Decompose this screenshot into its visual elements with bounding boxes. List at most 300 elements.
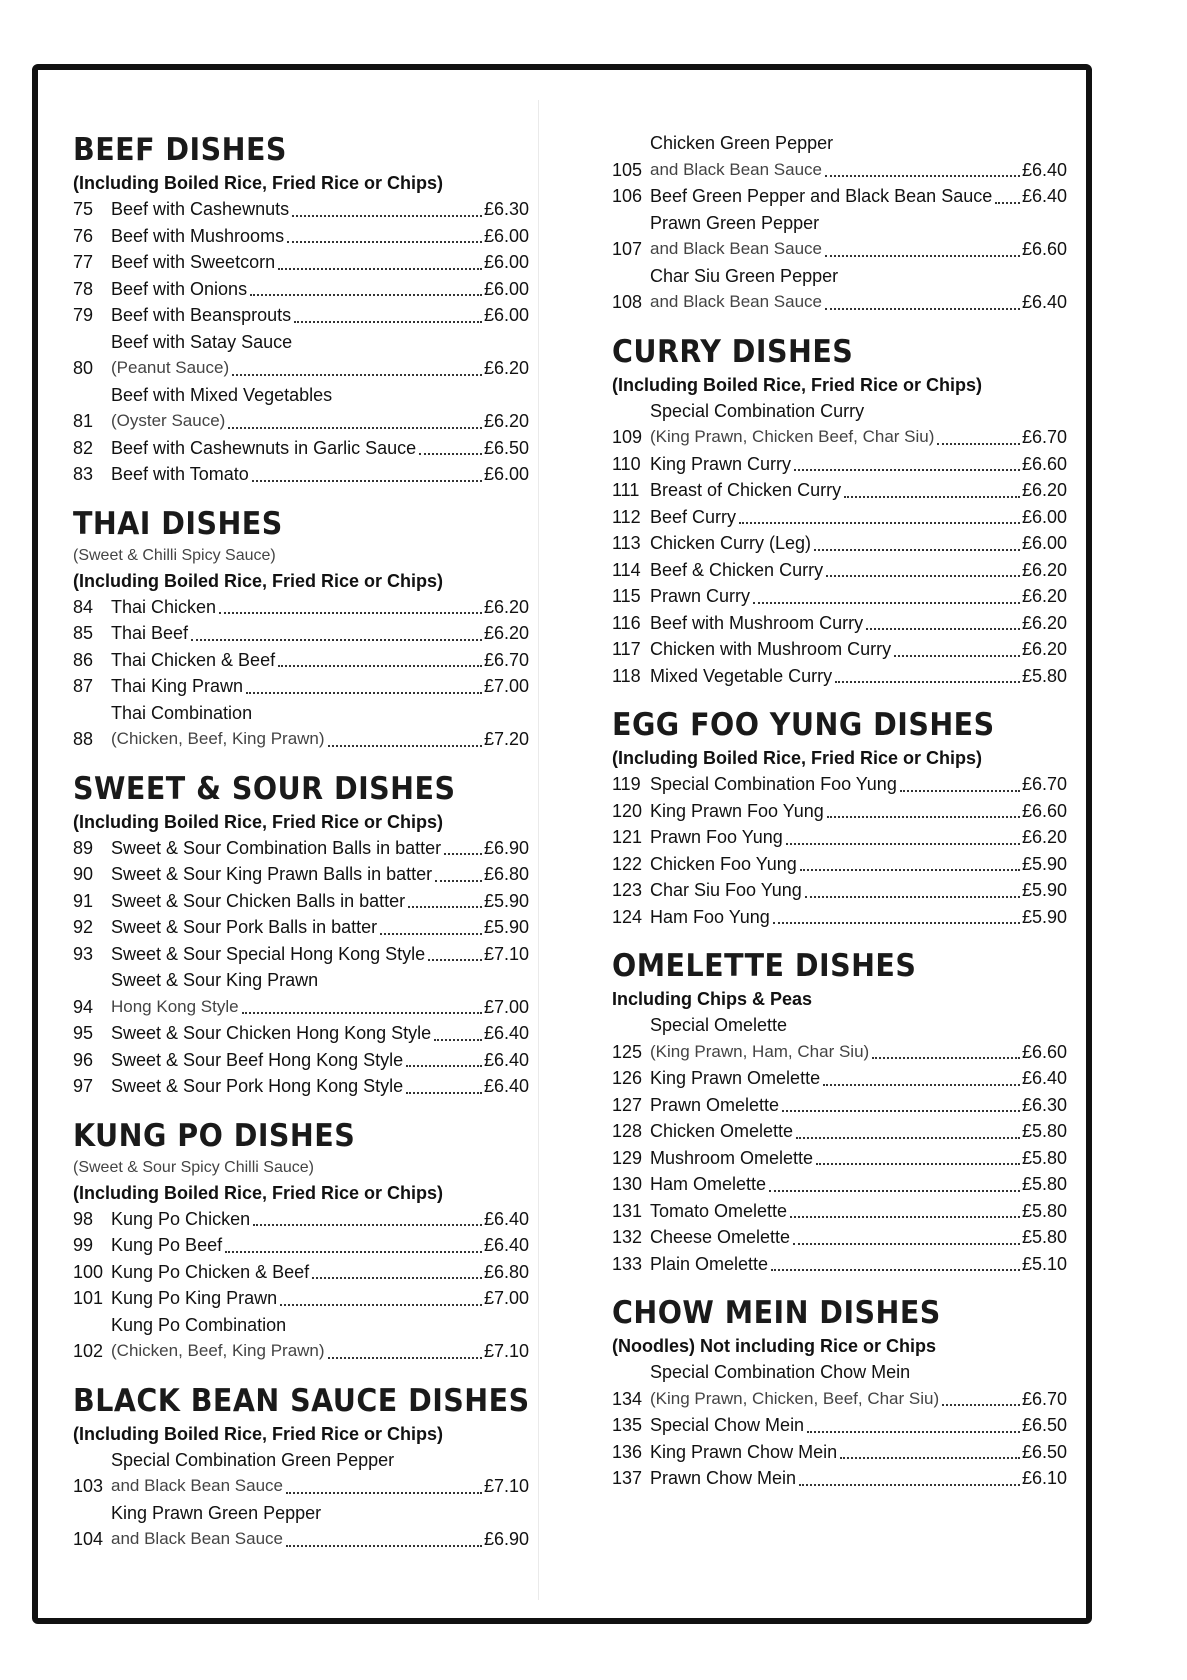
item-name: Cheese Omelette xyxy=(650,1227,791,1247)
item-number: 112 xyxy=(612,506,641,527)
item-description xyxy=(650,1439,1067,1466)
menu-item xyxy=(73,1447,529,1500)
item-description xyxy=(650,1145,1067,1172)
item-price-line xyxy=(111,1206,529,1233)
item-number: 87 xyxy=(73,676,94,696)
item-price-line xyxy=(650,1118,1067,1145)
item-name: Ham Omelette xyxy=(650,1174,767,1194)
item-number: 108 xyxy=(612,292,643,312)
menu-item xyxy=(612,504,1067,531)
dot-leader xyxy=(228,427,482,429)
menu-item xyxy=(73,620,529,647)
item-name: Sweet & Sour Special Hong Kong Style xyxy=(111,943,426,964)
item-description xyxy=(650,610,1067,637)
item-description xyxy=(650,1359,1067,1412)
item-price: £6.40 xyxy=(483,1023,529,1043)
menu-item xyxy=(612,904,1067,931)
menu-item xyxy=(612,851,1067,878)
item-name: Beef with Mushroom Curry xyxy=(650,612,864,633)
dot-leader xyxy=(794,469,1020,471)
item-price-line xyxy=(111,861,529,888)
item-price: £6.20 xyxy=(483,623,529,643)
item-detail: (King Prawn, Chicken Beef, Char Siu) xyxy=(650,427,935,446)
menu-item xyxy=(73,302,529,329)
section-title: BLACK BEAN SAUCE DISHES xyxy=(73,1382,530,1419)
item-number: 132 xyxy=(612,1227,643,1247)
item-price-line xyxy=(111,276,529,303)
item-description xyxy=(111,196,529,223)
menu-item xyxy=(73,1500,529,1553)
item-description xyxy=(111,223,529,250)
menu-item xyxy=(73,249,529,276)
section-title: BEEF DISHES xyxy=(73,132,287,168)
item-description xyxy=(650,557,1067,584)
item-detail: (King Prawn, Chicken, Beef, Char Siu) xyxy=(650,1388,940,1408)
item-price: £6.40 xyxy=(483,1235,529,1255)
item-name: Thai Beef xyxy=(111,623,189,643)
item-price: £6.40 xyxy=(483,1049,529,1070)
item-description xyxy=(111,861,529,888)
dot-leader xyxy=(406,1065,482,1067)
item-description xyxy=(650,1465,1067,1492)
item-name: Char Siu Foo Yung xyxy=(650,880,802,900)
dot-leader xyxy=(800,869,1020,871)
menu-item xyxy=(73,1206,529,1233)
item-price: £6.00 xyxy=(1021,506,1067,527)
item-description xyxy=(650,1092,1067,1119)
item-description xyxy=(650,904,1067,931)
item-number: 113 xyxy=(612,533,641,553)
item-price: £7.00 xyxy=(483,996,529,1017)
item-name: Char Siu Green Pepper xyxy=(650,265,839,286)
item-number: 116 xyxy=(612,612,641,633)
item-number: 131 xyxy=(612,1200,643,1221)
item-description xyxy=(650,530,1067,557)
item-description xyxy=(650,451,1067,478)
item-name: King Prawn Chow Mein xyxy=(650,1441,838,1462)
item-price-line xyxy=(111,914,529,941)
item-price-line xyxy=(650,451,1067,478)
item-price: £5.80 xyxy=(1021,1147,1067,1168)
item-name: Special Combination Chow Mein xyxy=(650,1362,911,1382)
item-description xyxy=(650,398,1067,451)
menu-item xyxy=(73,594,529,621)
item-number: 123 xyxy=(612,880,643,900)
item-name: King Prawn Foo Yung xyxy=(650,800,824,821)
menu-item xyxy=(612,771,1067,798)
item-price: £6.00 xyxy=(483,278,529,299)
dot-leader xyxy=(771,1269,1020,1271)
dot-leader xyxy=(280,1304,482,1306)
dot-leader xyxy=(225,1251,482,1253)
item-name: Sweet & Sour Chicken Balls in batter xyxy=(111,890,406,911)
item-name: Chicken Foo Yung xyxy=(650,853,797,874)
item-price-line xyxy=(650,636,1067,663)
item-name-line xyxy=(650,130,1067,157)
menu-item xyxy=(73,461,529,488)
item-number: 101 xyxy=(73,1288,104,1308)
item-price: £7.10 xyxy=(483,943,529,964)
dot-leader xyxy=(753,602,1020,604)
item-description xyxy=(111,1500,529,1553)
menu-item xyxy=(73,196,529,223)
item-name: Special Combination Green Pepper xyxy=(111,1449,395,1470)
dot-leader xyxy=(769,1190,1020,1192)
item-name: Prawn Curry xyxy=(650,586,751,606)
item-description xyxy=(111,941,529,968)
item-number: 88 xyxy=(73,729,94,749)
item-price-line xyxy=(111,408,529,435)
item-description xyxy=(111,1447,529,1500)
item-price: £6.40 xyxy=(1021,159,1067,180)
item-number: 91 xyxy=(73,890,94,911)
item-name: Chicken Green Pepper xyxy=(650,133,834,153)
item-price-line xyxy=(111,994,529,1021)
menu-item xyxy=(612,1359,1067,1412)
item-price-line xyxy=(650,183,1067,210)
menu-item xyxy=(612,398,1067,451)
item-price: £6.40 xyxy=(1021,1068,1067,1088)
menu-item xyxy=(612,1145,1067,1172)
item-name: Prawn Chow Mein xyxy=(650,1468,797,1488)
item-price-line xyxy=(650,798,1067,825)
item-description xyxy=(650,263,1067,316)
item-price: £6.70 xyxy=(1021,774,1067,794)
item-number: 137 xyxy=(612,1468,643,1488)
item-number: 81 xyxy=(73,411,94,431)
item-price: £7.00 xyxy=(483,1288,529,1308)
menu-column-right xyxy=(612,130,1067,1508)
item-name: Thai King Prawn xyxy=(111,676,244,696)
item-number: 105 xyxy=(612,159,643,180)
dot-leader xyxy=(278,268,482,270)
item-price: £6.40 xyxy=(1021,186,1067,206)
item-number: 85 xyxy=(73,623,94,643)
item-price: £5.10 xyxy=(1021,1253,1067,1274)
dot-leader xyxy=(292,215,482,217)
item-description xyxy=(111,329,529,382)
item-name: Plain Omelette xyxy=(650,1253,769,1274)
dot-leader xyxy=(408,906,482,908)
item-number: 95 xyxy=(73,1023,94,1043)
dot-leader xyxy=(286,1545,482,1547)
item-price-line xyxy=(111,888,529,915)
item-number: 109 xyxy=(612,427,643,447)
dot-leader xyxy=(191,639,482,641)
menu-item xyxy=(73,382,529,435)
item-price: £6.60 xyxy=(1021,1041,1067,1062)
item-detail: Hong Kong Style xyxy=(111,996,239,1016)
menu-item xyxy=(73,647,529,674)
section-subtitle: (Including Boiled Rice, Fried Rice or Chips) xyxy=(73,811,444,832)
item-name: Prawn Foo Yung xyxy=(650,827,783,847)
item-price-line xyxy=(650,557,1067,584)
item-description xyxy=(111,700,529,753)
dot-leader xyxy=(773,922,1020,924)
item-number: 136 xyxy=(612,1441,643,1462)
item-price: £5.80 xyxy=(1021,1174,1067,1194)
dot-leader xyxy=(825,255,1020,257)
item-price-line xyxy=(650,1465,1067,1492)
section-note: (Sweet & Chilli Spicy Sauce) xyxy=(73,546,276,564)
item-price-line xyxy=(111,835,529,862)
item-name-line xyxy=(111,329,529,356)
menu-section xyxy=(612,130,1067,316)
dot-leader xyxy=(796,1137,1020,1139)
item-name: Beef with Onions xyxy=(111,278,248,299)
item-number: 94 xyxy=(73,996,94,1017)
item-price-line xyxy=(111,249,529,276)
item-number: 102 xyxy=(73,1341,104,1361)
item-name: Sweet & Sour Pork Balls in batter xyxy=(111,917,378,937)
item-name: Beef with Sweetcorn xyxy=(111,252,276,272)
item-name: Mixed Vegetable Curry xyxy=(650,665,833,686)
item-name: Beef with Mixed Vegetables xyxy=(111,384,333,405)
item-detail: (Chicken, Beef, King Prawn) xyxy=(111,1341,325,1360)
menu-item xyxy=(612,1171,1067,1198)
item-number: 106 xyxy=(612,186,643,206)
item-price-line xyxy=(111,223,529,250)
item-name-line xyxy=(650,398,1067,425)
item-price-line xyxy=(111,673,529,700)
dot-leader xyxy=(840,1457,1020,1459)
item-price-line xyxy=(111,196,529,223)
item-description xyxy=(111,249,529,276)
item-description xyxy=(111,967,529,1020)
item-price: £5.80 xyxy=(1021,1121,1067,1141)
item-description xyxy=(111,594,529,621)
dot-leader xyxy=(380,933,482,935)
dot-leader xyxy=(825,308,1020,310)
item-description xyxy=(650,824,1067,851)
menu-item xyxy=(73,223,529,250)
item-number: 107 xyxy=(612,239,643,259)
item-description xyxy=(650,183,1067,210)
dot-leader xyxy=(835,681,1020,683)
menu-item xyxy=(612,1065,1067,1092)
item-price: £6.40 xyxy=(483,1076,529,1096)
item-price: £5.90 xyxy=(1021,880,1067,900)
menu-item xyxy=(73,1259,529,1286)
menu-item xyxy=(73,1232,529,1259)
item-number: 80 xyxy=(73,358,94,378)
item-price: £6.20 xyxy=(1021,612,1067,633)
item-description xyxy=(650,1251,1067,1278)
item-price-line xyxy=(650,1386,1067,1413)
item-price: £6.20 xyxy=(483,596,529,617)
item-number: 90 xyxy=(73,864,94,884)
item-price-line xyxy=(650,1092,1067,1119)
item-name: Special Chow Mein xyxy=(650,1415,805,1435)
item-price: £6.70 xyxy=(483,649,529,670)
item-price: £5.90 xyxy=(483,890,529,911)
item-price-line xyxy=(650,583,1067,610)
menu-item xyxy=(612,610,1067,637)
item-description xyxy=(650,636,1067,663)
item-price-line xyxy=(111,302,529,329)
item-price-line xyxy=(650,1412,1067,1439)
item-number: 92 xyxy=(73,917,94,937)
menu-item xyxy=(73,967,529,1020)
item-name: Beef & Chicken Curry xyxy=(650,559,824,580)
item-description xyxy=(650,1412,1067,1439)
item-price-line xyxy=(111,1073,529,1100)
item-detail: and Black Bean Sauce xyxy=(650,239,823,258)
dot-leader xyxy=(428,959,482,961)
item-number: 96 xyxy=(73,1049,94,1070)
section-title: CURRY DISHES xyxy=(612,333,854,370)
item-price: £6.20 xyxy=(1021,480,1067,500)
item-price-line xyxy=(650,663,1067,690)
item-price: £6.80 xyxy=(483,864,529,884)
section-title: OMELETTE DISHES xyxy=(612,948,917,984)
item-description xyxy=(650,798,1067,825)
item-description xyxy=(650,504,1067,531)
menu-item xyxy=(73,1073,529,1100)
item-price: £6.50 xyxy=(483,437,529,458)
item-name-line xyxy=(111,1312,529,1339)
item-price: £6.00 xyxy=(483,252,529,272)
dot-leader xyxy=(294,321,482,323)
menu-section xyxy=(73,769,529,1100)
item-number: 114 xyxy=(612,559,641,580)
dot-leader xyxy=(872,1057,1020,1059)
section-subtitle: (Including Boiled Rice, Fried Rice or Chips) xyxy=(73,1423,444,1444)
item-price-line xyxy=(111,1020,529,1047)
item-description xyxy=(111,1206,529,1233)
item-price-line xyxy=(650,157,1067,184)
item-name-line xyxy=(650,1359,1067,1386)
menu-item xyxy=(612,1465,1067,1492)
item-price: £6.60 xyxy=(1021,239,1067,259)
item-price-line xyxy=(650,504,1067,531)
item-name: Beef with Cashewnuts in Garlic Sauce xyxy=(111,437,417,458)
section-subtitle: (Including Boiled Rice, Fried Rice or Chips) xyxy=(73,173,444,193)
item-price-line xyxy=(650,1145,1067,1172)
item-number: 82 xyxy=(73,437,94,458)
menu-item xyxy=(73,861,529,888)
item-price: £6.60 xyxy=(1021,453,1067,474)
menu-item xyxy=(612,530,1067,557)
item-number: 110 xyxy=(612,453,641,474)
item-detail: and Black Bean Sauce xyxy=(650,292,823,311)
dot-leader xyxy=(866,628,1020,630)
item-price: £5.80 xyxy=(1021,1227,1067,1247)
item-price: £7.10 xyxy=(483,1476,529,1496)
item-description xyxy=(111,647,529,674)
menu-section xyxy=(73,1381,529,1553)
item-name: Sweet & Sour Combination Balls in batter xyxy=(111,837,442,858)
item-name: Mushroom Omelette xyxy=(650,1147,814,1168)
item-name: Special Combination Curry xyxy=(650,400,865,421)
item-price-line xyxy=(111,1259,529,1286)
item-price-line xyxy=(111,1232,529,1259)
dot-leader xyxy=(286,1492,482,1494)
menu-section xyxy=(612,332,1067,690)
item-detail: (Oyster Sauce) xyxy=(111,411,226,430)
item-name: Special Combination Foo Yung xyxy=(650,774,897,794)
dot-leader xyxy=(232,374,482,376)
item-price: £6.20 xyxy=(483,411,529,431)
menu-item xyxy=(612,210,1067,263)
item-price-line xyxy=(650,771,1067,798)
item-price: £6.20 xyxy=(1021,639,1067,659)
item-name: Sweet & Sour Beef Hong Kong Style xyxy=(111,1049,404,1070)
dot-leader xyxy=(444,853,482,855)
item-number: 79 xyxy=(73,305,94,325)
dot-leader xyxy=(825,175,1020,177)
item-price: £6.00 xyxy=(1021,533,1067,553)
item-name: Prawn Omelette xyxy=(650,1094,780,1115)
menu-section xyxy=(73,504,529,753)
item-description xyxy=(111,1312,529,1365)
item-number: 115 xyxy=(612,586,641,606)
item-number: 117 xyxy=(612,639,641,659)
item-number: 120 xyxy=(612,800,643,821)
dot-leader xyxy=(786,843,1020,845)
item-name-line xyxy=(111,967,529,994)
item-description xyxy=(111,276,529,303)
item-price: £5.90 xyxy=(1021,853,1067,874)
item-name: Chicken Curry (Leg) xyxy=(650,533,812,553)
menu-section xyxy=(612,1293,1067,1492)
item-name: Beef with Cashewnuts xyxy=(111,199,290,219)
menu-item xyxy=(612,1251,1067,1278)
item-description xyxy=(111,302,529,329)
item-price-line xyxy=(111,1338,529,1365)
item-description xyxy=(111,1047,529,1074)
section-subtitle: (Noodles) Not including Rice or Chips xyxy=(612,1336,936,1356)
section-title: KUNG PO DISHES xyxy=(73,1117,356,1154)
item-description xyxy=(650,877,1067,904)
item-price: £6.90 xyxy=(483,837,529,858)
item-description xyxy=(650,130,1067,183)
item-name: Thai Chicken & Beef xyxy=(111,649,276,670)
dot-leader xyxy=(844,496,1020,498)
menu-section xyxy=(73,1116,529,1365)
item-price: £6.20 xyxy=(1021,586,1067,606)
item-description xyxy=(111,1285,529,1312)
item-price: £7.10 xyxy=(483,1341,529,1361)
dot-leader xyxy=(816,1163,1020,1165)
menu-item xyxy=(612,824,1067,851)
item-price: £6.90 xyxy=(483,1529,529,1549)
item-description xyxy=(111,382,529,435)
item-price: £6.80 xyxy=(483,1261,529,1282)
section-subtitle: (Including Boiled Rice, Fried Rice or Chips) xyxy=(73,570,444,591)
item-name: Beef Green Pepper and Black Bean Sauce xyxy=(650,186,993,206)
item-number: 97 xyxy=(73,1076,94,1096)
item-price: £6.40 xyxy=(1021,292,1067,312)
item-detail: (King Prawn, Ham, Char Siu) xyxy=(650,1041,870,1061)
dot-leader xyxy=(814,549,1020,551)
menu-item xyxy=(73,1047,529,1074)
item-price-line xyxy=(650,904,1067,931)
item-number: 122 xyxy=(612,853,643,874)
item-number: 134 xyxy=(612,1388,643,1409)
item-price: £6.40 xyxy=(483,1208,529,1229)
item-price: £6.00 xyxy=(483,464,529,484)
menu-item xyxy=(612,1118,1067,1145)
item-name-line xyxy=(650,210,1067,237)
dot-leader xyxy=(435,880,482,882)
menu-item xyxy=(73,1020,529,1047)
item-price-line xyxy=(650,851,1067,878)
dot-leader xyxy=(287,241,482,243)
item-description xyxy=(111,1259,529,1286)
item-price: £6.20 xyxy=(1021,559,1067,580)
item-price-line xyxy=(650,1198,1067,1225)
